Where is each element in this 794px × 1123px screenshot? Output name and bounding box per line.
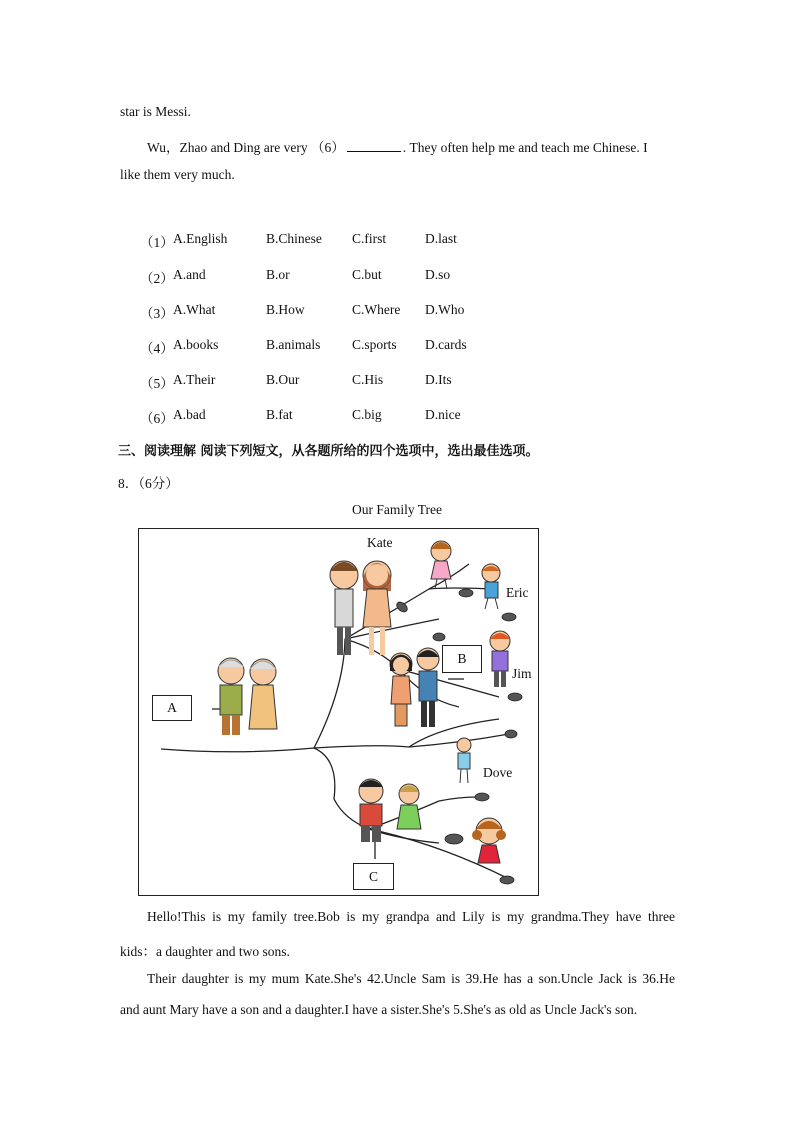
option-c[interactable]: C.sports xyxy=(352,337,397,352)
option-number: （2） xyxy=(140,271,174,286)
option-a[interactable]: A.bad xyxy=(173,407,206,422)
option-a[interactable]: A.What xyxy=(173,302,216,317)
passage-line-2-start: Wu，Zhao and Ding are very （6） xyxy=(147,140,345,155)
option-b[interactable]: B.How xyxy=(266,302,305,317)
option-number: （3） xyxy=(140,306,174,321)
box-a[interactable]: A xyxy=(152,695,192,721)
family-tree-figure xyxy=(138,528,539,896)
option-b[interactable]: B.Chinese xyxy=(266,231,322,246)
option-b[interactable]: B.or xyxy=(266,267,290,282)
passage-p1-line2: kids：a daughter and two sons. xyxy=(120,944,290,959)
passage-p1-line1: Hello!This is my family tree.Bob is my grandpa and Lily is my grandma.They have three xyxy=(147,909,675,924)
option-d[interactable]: D.so xyxy=(425,267,451,282)
option-b[interactable]: B.Our xyxy=(266,372,300,387)
option-d[interactable]: D.nice xyxy=(425,407,461,422)
option-number: （1） xyxy=(140,235,174,250)
option-d[interactable]: D.last xyxy=(425,231,457,246)
option-d[interactable]: D.cards xyxy=(425,337,467,352)
question-number: 8．（6分） xyxy=(118,476,179,491)
option-c[interactable]: C.first xyxy=(352,231,387,246)
passage-line-2-end: . They often help me and teach me Chinese. I xyxy=(402,140,648,155)
option-c[interactable]: C.big xyxy=(352,407,382,422)
box-b[interactable]: B xyxy=(442,645,482,673)
section-heading: 三、阅读理解 阅读下列短文，从各题所给的四个选项中，选出最佳选项。 xyxy=(118,444,539,459)
option-number: （5） xyxy=(140,376,174,391)
passage-line-1: star is Messi. xyxy=(120,104,191,119)
option-c[interactable]: C.but xyxy=(352,267,382,282)
family-tree-illustration xyxy=(139,529,538,895)
label-eric: Eric xyxy=(506,585,529,600)
passage-line-3: like them very much. xyxy=(120,167,235,182)
figure-caption: Our Family Tree xyxy=(351,502,442,517)
option-b[interactable]: B.fat xyxy=(266,407,293,422)
label-dove: Dove xyxy=(483,765,513,780)
passage-p2-line2: and aunt Mary have a son and a daughter.I have a sister.She's 5.She's as old as Uncle Jack's son. xyxy=(120,1002,638,1017)
passage-line-2 xyxy=(147,136,648,156)
option-number: （4） xyxy=(140,341,174,356)
option-d[interactable]: D.Its xyxy=(425,372,452,387)
box-c[interactable]: C xyxy=(353,863,394,890)
parents-couple-figure xyxy=(330,561,391,655)
option-c[interactable]: C.Where xyxy=(352,302,401,317)
option-a[interactable]: A.Their xyxy=(173,372,216,387)
label-kate: Kate xyxy=(367,535,393,550)
option-b[interactable]: B.animals xyxy=(266,337,321,352)
label-jim: Jim xyxy=(512,666,532,681)
option-a[interactable]: A.books xyxy=(173,337,219,352)
option-a[interactable]: A.and xyxy=(173,267,206,282)
option-a[interactable]: A.English xyxy=(173,231,228,246)
passage-p2-line1: Their daughter is my mum Kate.She's 42.Uncle Sam is 39.He has a son.Uncle Jack is 36.He xyxy=(147,971,675,986)
grandparents-figure xyxy=(218,658,277,735)
option-number: （6） xyxy=(140,411,174,426)
option-d[interactable]: D.Who xyxy=(425,302,465,317)
option-c[interactable]: C.His xyxy=(352,372,384,387)
answer-blank-6[interactable] xyxy=(347,140,401,152)
